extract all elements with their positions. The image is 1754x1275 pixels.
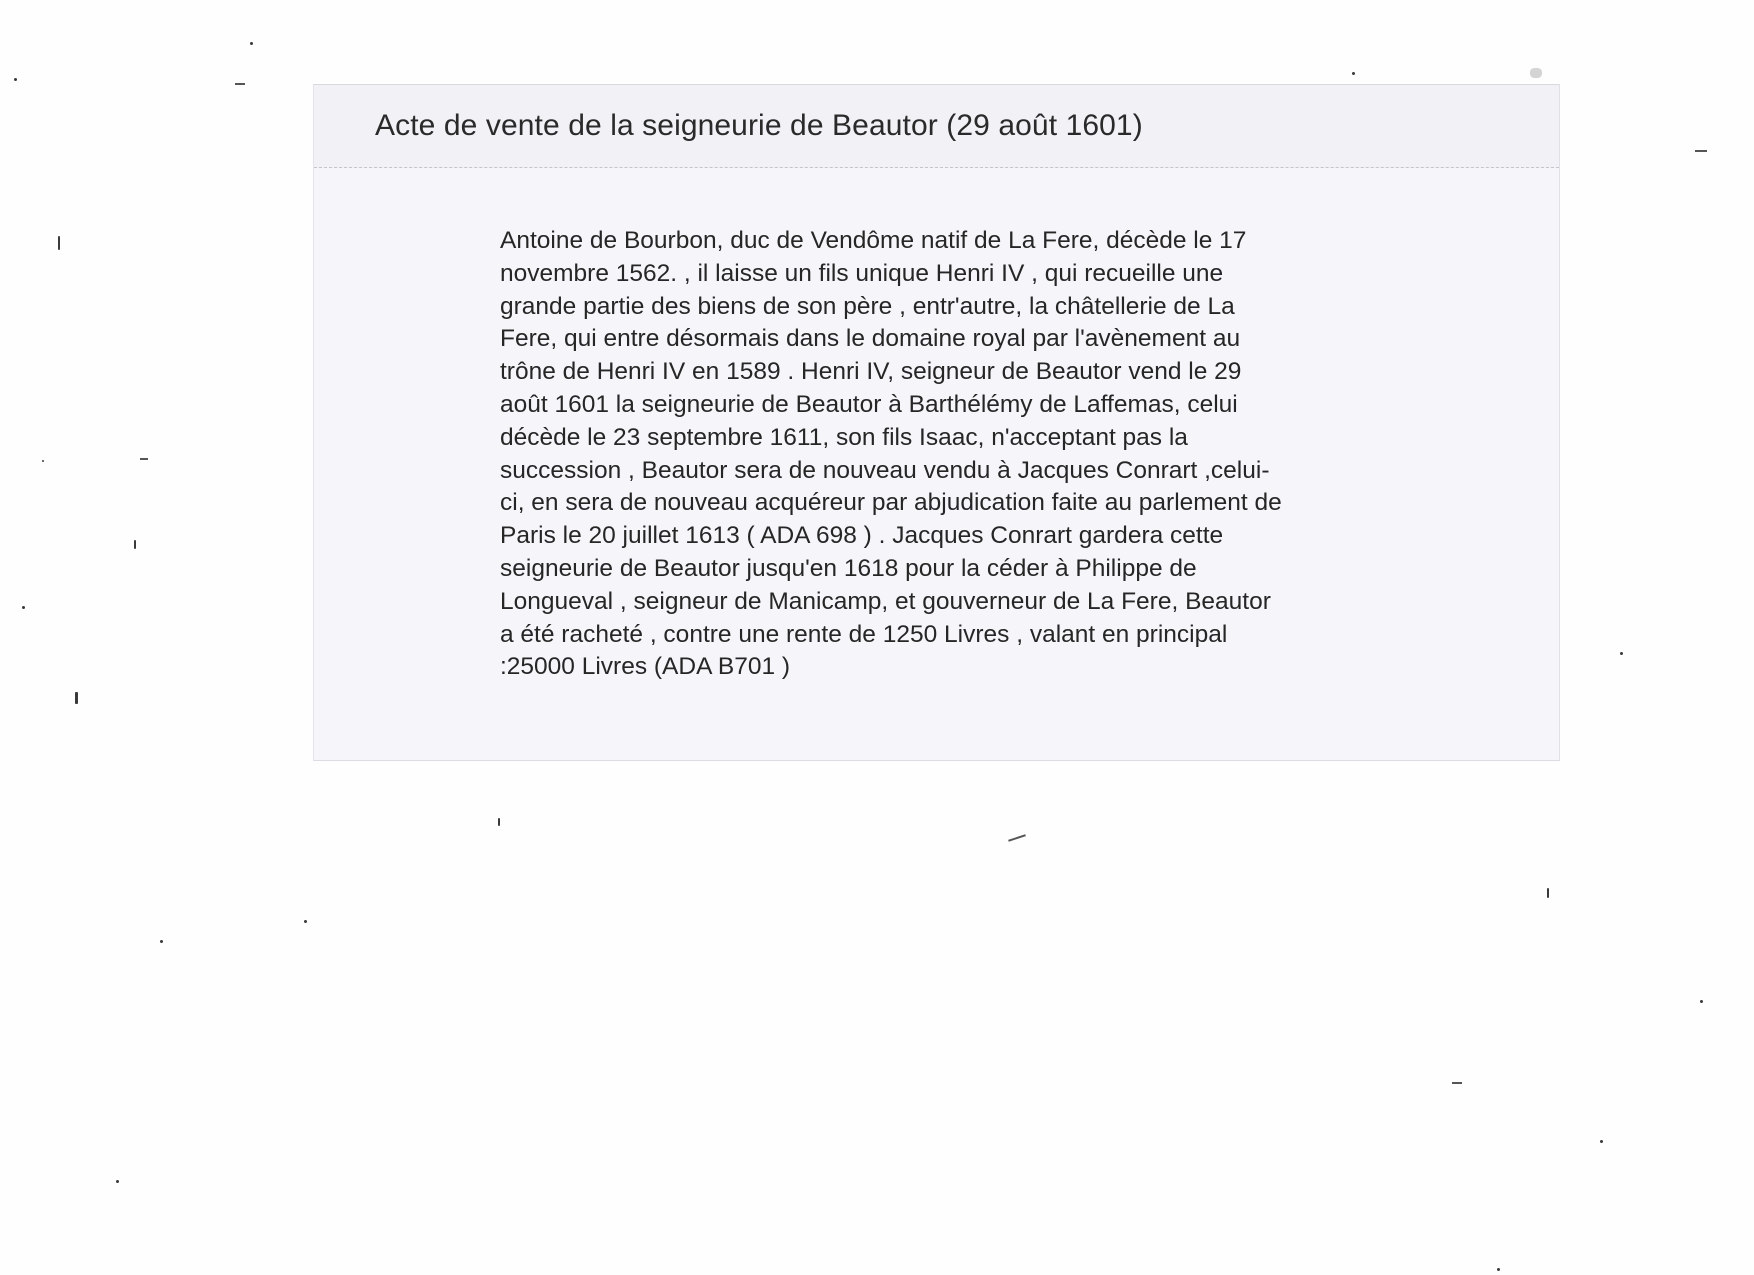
dust-speck (14, 78, 17, 81)
dust-speck (235, 83, 245, 85)
dust-speck (116, 1180, 119, 1183)
dust-speck (58, 236, 60, 250)
dust-speck (1695, 150, 1707, 152)
document-title: Acte de vente de la seigneurie de Beautor (29 août 1601) (375, 109, 1143, 142)
dust-speck (1008, 834, 1026, 841)
body-line: :25000 Livres (ADA B701 ) (500, 653, 791, 681)
dust-speck (22, 606, 25, 609)
dust-speck (1547, 888, 1549, 898)
dust-speck (75, 692, 78, 704)
body-line: Fere, qui entre désormais dans le domaine royal par l'avènement au (500, 325, 1241, 353)
printed-sheet (313, 84, 1560, 761)
body-line: décède le 23 septembre 1611, son fils Isaac, n'acceptant pas la (500, 423, 1188, 451)
body-line: trône de Henri IV en 1589 . Henri IV, seigneur de Beautor vend le 29 (500, 358, 1242, 386)
body-line: Longueval , seigneur de Manicamp, et gouverneur de La Fere, Beautor (500, 587, 1271, 615)
dust-speck (304, 920, 307, 923)
body-line: Paris le 20 juillet 1613 ( ADA 698 ) . Jacques Conrart gardera cette (500, 522, 1224, 550)
dust-speck (42, 460, 44, 462)
scan-smudge (1530, 68, 1542, 78)
body-line: ci, en sera de nouveau acquéreur par abjudication faite au parlement de (500, 489, 1282, 517)
dust-speck (1497, 1268, 1500, 1271)
dust-speck (134, 540, 136, 549)
dust-speck (1700, 1000, 1703, 1003)
dust-speck (250, 42, 253, 45)
body-line: grande partie des biens de son père , entr'autre, la châtellerie de La (500, 292, 1235, 320)
body-line: seigneurie de Beautor jusqu'en 1618 pour la céder à Philippe de (500, 554, 1197, 582)
dust-speck (1620, 652, 1623, 655)
dust-speck (498, 818, 500, 826)
body-line: août 1601 la seigneurie de Beautor à Barthélémy de Laffemas, celui (500, 390, 1238, 418)
dust-speck (140, 458, 148, 460)
body-line: novembre 1562. , il laisse un fils unique Henri IV , qui recueille une (500, 259, 1224, 287)
dust-speck (1452, 1082, 1462, 1084)
document-body (500, 225, 1380, 684)
body-line: a été racheté , contre une rente de 1250 Livres , valant en principal (500, 620, 1228, 648)
body-line: succession , Beautor sera de nouveau vendu à Jacques Conrart ,celui- (500, 456, 1270, 484)
dust-speck (1600, 1140, 1603, 1143)
dust-speck (1352, 72, 1355, 75)
body-line: Antoine de Bourbon, duc de Vendôme natif de La Fere, décède le 17 (500, 227, 1247, 254)
title-band (314, 85, 1559, 168)
dust-speck (160, 940, 163, 943)
